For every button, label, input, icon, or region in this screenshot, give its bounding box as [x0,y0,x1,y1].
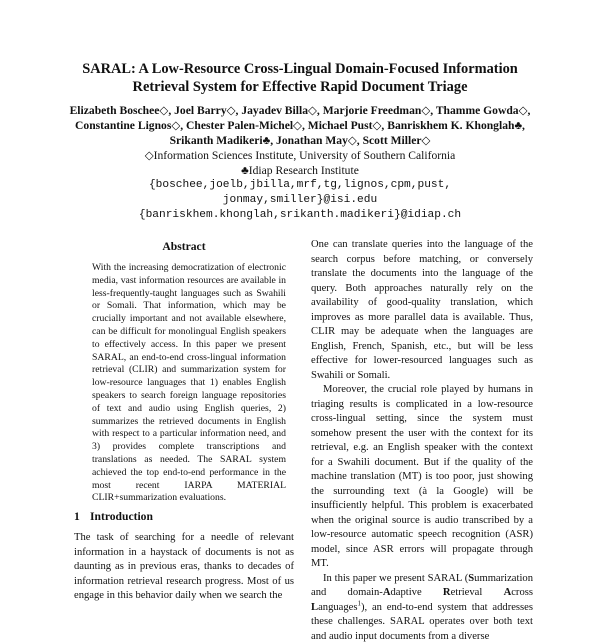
introduction-text: The task of searching for a needle of relevant information in a haystack of documents is not as daunting as in previous eras, thanks to decades of information retrieval research progress. Most of us engage in this behavior daily when we search the [74,531,294,604]
email-line-3: {banriskhem.khonglah,srikanth.madikeri}@idiap.ch [40,208,560,223]
paragraph-saral [311,572,533,644]
acronym-text: anguages [318,602,357,613]
acronym-text: cross [511,587,533,598]
acronym-letter: A [504,587,512,598]
section-title: Introduction [90,510,153,523]
authors-line-1: Elizabeth Boschee◇, Joel Barry◇, Jayadev Billa◇, Marjorie Freedman◇, Thamme Gowda◇, [40,103,560,118]
acronym-letter: R [443,587,451,598]
email-line-1: {boschee,joelb,jbilla,mrf,tg,lignos,cpm,pust, [40,178,560,193]
acronym-text: daptive [390,587,442,598]
abstract-heading: Abstract [74,240,294,253]
acronym-letter: S [468,573,474,584]
footnote-marker[interactable]: 1 [358,599,362,607]
acronym-text: etrieval [451,587,504,598]
paragraph-clir: One can translate queries into the language of the search corpus before matching, or conversely translate the documents into the language of the query. Both approaches naturally rely on the availability of good-quality translation, which improves as more parallel data is available. Thus, CLIR may be adequate when the languages are English, French, Spanish, etc., but will be less effective for lower-resourced languages such as Swahili or Somali. [311,238,533,383]
affiliation-isi: ◇Information Sciences Institute, University of Southern California [40,148,560,163]
paper-title [40,60,560,96]
saral-intro-text: In this paper we present SARAL ( [323,573,468,584]
authors-line-3: Srikanth Madikeri♣, Jonathan May◇, Scott Miller◇ [40,133,560,148]
affiliation-idiap: ♣Idiap Research Institute [40,163,560,178]
paragraph-triage: Moreover, the crucial role played by humans in triaging results is complicated in a low-resource cross-lingual setting, since the system must somehow present the user with the context for its retrieval, e.g. an English speaker with the context for a Swahili document. But if the quality of the machine translation (MT) is too poor, just showing the surrounding text (à la Google) will be insufficiently helpful. This problem is exacerbated when the original source is audio transcribed by a low-resource automatic speech recognition (ASR) model, since ASR errors will propagate through MT. [311,383,533,572]
author-list [40,103,560,148]
acronym-letter: L [311,602,318,613]
email-line-2: jonmay,smiller}@isi.edu [40,193,560,208]
section-number: 1 [74,510,90,523]
abstract-text: With the increasing democratization of electronic media, vast information resources are available in less-frequently-taught languages such as Swahili or Somali. That information, which may be crucially important and not available elsewhere, can be difficult for monolingual English speakers to effectively access. In this paper we present SARAL, an end-to-end cross-lingual information retrieval (CLIR) and summarization system for low-resource languages that 1) enables English speakers to search foreign language repositories of text and audio using English queries, 2) summarizes the retrieved documents in English with respect to a particular information need, and 3) provides complete transcriptions and translations as needed. The SARAL system achieved the top end-to-end performance in the most recent IARPA MATERIAL CLIR+summarization evaluations. [92,262,286,505]
acronym-text: ummarization and domain- [311,573,533,599]
acronym-letter: A [383,587,391,598]
right-column [311,238,533,644]
saral-description-text: ), an end-to-end system that addresses these challenges. SARAL operates over both text and audio input documents from a diverse [311,602,533,642]
title-line-1: SARAL: A Low-Resource Cross-Lingual Domain-Focused Information [40,60,560,78]
authors-line-2: Constantine Lignos◇, Chester Palen-Michel◇, Michael Pust◇, Banriskhem K. Khonglah♣, [40,118,560,133]
title-line-2: Retrieval System for Effective Rapid Document Triage [40,78,560,96]
section-heading-introduction [74,510,304,523]
